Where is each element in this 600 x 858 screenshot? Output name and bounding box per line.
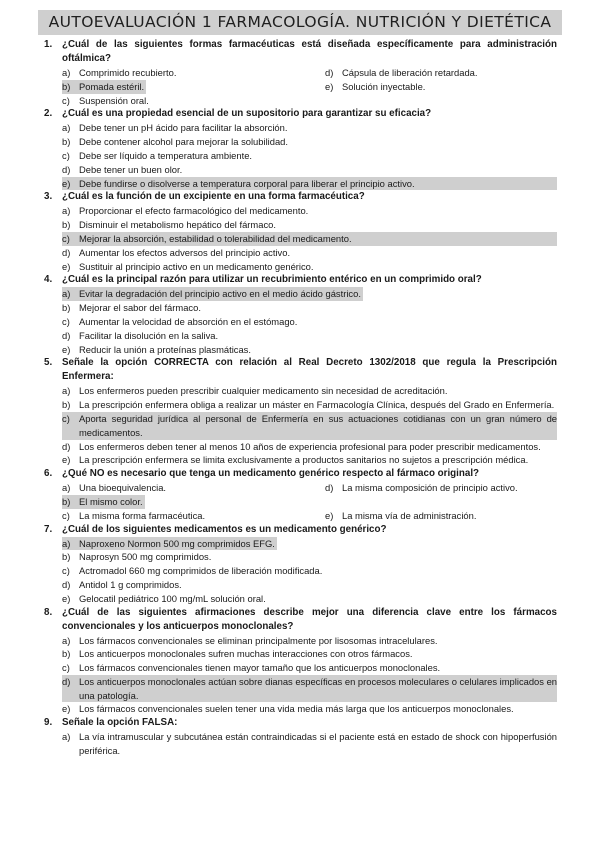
option-letter: d) <box>62 578 71 590</box>
question-number: 1. <box>44 39 53 50</box>
option-text: La prescripción enfermera se limita exclusivamente a productos sanitarios no sujetos a prescripción médica. <box>79 454 529 466</box>
option-text: Aumentar los efectos adversos del principio activo. <box>79 246 291 258</box>
option-letter: a) <box>62 205 71 217</box>
option-text: Los enfermeros pueden prescribir cualquier medicamento sin necesidad de acreditación. <box>79 385 448 397</box>
option-e[interactable] <box>325 80 557 94</box>
option-e[interactable] <box>62 592 557 606</box>
option-d-selected[interactable] <box>62 675 557 703</box>
option-b[interactable] <box>62 398 557 412</box>
option-letter: d) <box>325 482 334 494</box>
option-letter: a) <box>62 634 71 646</box>
option-d[interactable] <box>62 329 557 343</box>
option-text: Debe contener alcohol para mejorar la solubilidad. <box>79 136 288 148</box>
option-text: Debe ser líquido a temperatura ambiente. <box>79 149 253 161</box>
option-e[interactable] <box>325 509 557 523</box>
question-8 <box>44 606 557 717</box>
question-text: ¿Cuál es la principal razón para utilizar un recubrimiento entérico en un comprimido oral? <box>62 274 482 286</box>
option-letter: b) <box>62 80 79 94</box>
option-b[interactable] <box>62 647 557 661</box>
question-1 <box>44 38 557 107</box>
option-letter: b) <box>62 302 71 314</box>
question-text: Señale la opción FALSA: <box>62 717 178 729</box>
option-letter: d) <box>62 246 71 258</box>
option-text: Mejorar la absorción, estabilidad o tolerabilidad del medicamento. <box>79 232 352 244</box>
question-text: ¿Cuál es la función de un excipiente en una forma farmacéutica? <box>62 191 365 203</box>
question-number: 9. <box>44 717 53 729</box>
question-number: 8. <box>44 606 53 618</box>
option-text: Los anticuerpos monoclonales actúan sobre dianas específicas en procesos moleculares o celulares implicados en una patología. <box>79 675 557 701</box>
option-a-selected[interactable] <box>62 537 557 551</box>
question-number: 2. <box>44 108 53 120</box>
option-letter: b) <box>62 495 79 509</box>
question-text: ¿Cuál de los siguientes medicamentos es un medicamento genérico? <box>62 523 387 535</box>
option-text: Suspensión oral. <box>79 94 149 106</box>
option-text: Una bioequivalencia. <box>79 482 167 494</box>
option-text: Mejorar el sabor del fármaco. <box>79 302 201 314</box>
option-a[interactable] <box>62 204 557 218</box>
option-letter: a) <box>62 67 71 78</box>
option-text: Cápsula de liberación retardada. <box>342 67 478 78</box>
option-letter: a) <box>62 482 71 494</box>
option-letter: c) <box>62 315 70 327</box>
question-list <box>44 38 557 758</box>
option-c-selected[interactable] <box>62 232 557 246</box>
question-number: 3. <box>44 191 53 203</box>
question-4 <box>44 273 557 356</box>
question-2 <box>44 107 557 190</box>
option-letter: e) <box>62 260 71 272</box>
question-text: ¿Cuál de las siguientes formas farmacéuticas está diseñada específicamente para administración oftálmica? <box>62 39 557 64</box>
option-text: Comprimido recubierto. <box>79 67 177 78</box>
option-letter: a) <box>62 731 71 743</box>
option-text: Evitar la degradación del principio activo en el medio ácido gástrico. <box>79 288 361 300</box>
option-letter: d) <box>62 675 71 687</box>
option-letter: a) <box>62 287 79 301</box>
option-letter: a) <box>62 122 71 134</box>
option-e[interactable] <box>62 702 557 716</box>
page-title: AUTOEVALUACIÓN 1 FARMACOLOGÍA. NUTRICIÓN Y DIETÉTICA <box>38 10 562 35</box>
question-7 <box>44 523 557 606</box>
option-text: Proporcionar el efecto farmacológico del medicamento. <box>79 205 309 217</box>
option-letter: c) <box>62 662 70 674</box>
option-letter: c) <box>62 232 70 244</box>
option-letter: b) <box>62 648 71 660</box>
option-a[interactable] <box>62 384 557 398</box>
option-a[interactable] <box>62 66 325 80</box>
option-text: Debe tener un buen olor. <box>79 163 183 175</box>
option-text: Los anticuerpos monoclonales sufren muchas interacciones con otros fármacos. <box>79 648 413 660</box>
option-text: La misma composición de principio activo. <box>342 482 518 494</box>
option-letter: b) <box>62 399 71 411</box>
question-5 <box>44 356 557 467</box>
option-e[interactable] <box>62 260 557 274</box>
option-text: Los enfermeros deben tener al menos 10 años de experiencia profesional para poder prescribir medicamentos. <box>79 440 541 452</box>
option-a-selected[interactable] <box>62 287 557 301</box>
option-c[interactable] <box>62 315 557 329</box>
option-c[interactable] <box>62 149 557 163</box>
option-letter: d) <box>62 163 71 175</box>
option-a[interactable] <box>62 481 325 495</box>
option-letter: e) <box>325 80 334 92</box>
option-text: Debe fundirse o disolverse a temperatura corporal para liberar el principio activo. <box>79 177 415 189</box>
option-d[interactable] <box>325 481 557 509</box>
question-text: ¿Qué NO es necesario que tenga un medicamento genérico respecto al fármaco original? <box>62 468 480 480</box>
option-letter: e) <box>62 177 71 189</box>
option-letter: e) <box>62 454 71 466</box>
option-a[interactable] <box>62 634 557 648</box>
option-text: Actromadol 660 mg comprimidos de liberación modificada. <box>79 565 323 577</box>
option-d[interactable] <box>62 440 557 454</box>
option-c[interactable] <box>62 509 325 523</box>
question-text: ¿Cuál de las siguientes afirmaciones describe mejor una diferencia clave entre los fármacos convencionales y los anticuerpos monoclonales? <box>62 606 557 632</box>
option-text: Sustituir al principio activo en un medicamento genérico. <box>79 260 314 272</box>
question-number: 5. <box>44 357 53 369</box>
option-text: El mismo color. <box>79 495 143 507</box>
question-text: Señale la opción CORRECTA con relación al Real Decreto 1302/2018 que regula la Prescripción Enfermera: <box>62 357 557 383</box>
option-text: Naproxeno Normon 500 mg comprimidos EFG. <box>79 537 275 549</box>
option-letter: e) <box>325 509 334 521</box>
option-d[interactable] <box>62 163 557 177</box>
question-3 <box>44 190 557 273</box>
question-number: 6. <box>44 468 53 480</box>
option-letter: b) <box>62 551 71 563</box>
option-letter: d) <box>62 329 71 341</box>
option-b[interactable] <box>62 550 557 564</box>
option-text: Solución inyectable. <box>342 80 426 92</box>
option-text: Naprosyn 500 mg comprimidos. <box>79 551 212 563</box>
option-b[interactable] <box>62 218 557 232</box>
option-b-selected[interactable] <box>62 80 325 94</box>
option-d[interactable] <box>325 66 557 80</box>
option-letter: b) <box>62 136 71 148</box>
option-letter: e) <box>62 592 71 604</box>
option-d[interactable] <box>62 246 557 260</box>
option-text: Gelocatil pediátrico 100 mg/mL solución oral. <box>79 592 266 604</box>
option-text: Debe tener un pH ácido para facilitar la absorción. <box>79 122 288 134</box>
option-letter: d) <box>62 440 71 452</box>
question-9 <box>44 716 557 758</box>
option-letter: e) <box>62 343 71 355</box>
option-e[interactable] <box>62 343 557 357</box>
exam-page <box>0 10 600 858</box>
option-letter: c) <box>62 509 70 521</box>
option-a[interactable] <box>62 730 557 758</box>
option-text: La misma vía de administración. <box>342 509 477 521</box>
option-c[interactable] <box>62 94 325 108</box>
option-letter: c) <box>62 565 70 577</box>
option-text: Aumentar la velocidad de absorción en el estómago. <box>79 315 298 327</box>
option-e[interactable] <box>62 453 557 467</box>
option-letter: b) <box>62 219 71 231</box>
option-b[interactable] <box>62 135 557 149</box>
option-letter: a) <box>62 385 71 397</box>
option-a[interactable] <box>62 121 557 135</box>
option-text: La misma forma farmacéutica. <box>79 509 206 521</box>
option-text: La prescripción enfermera obliga a realizar un máster en Farmacología Clínica, después del Grado en Enfermería. <box>79 399 555 411</box>
option-e-selected[interactable] <box>62 177 557 191</box>
question-number: 7. <box>44 523 53 535</box>
option-text: Los fármacos convencionales suelen tener una vida media más larga que los anticuerpos monoclonales. <box>79 703 514 715</box>
option-text: Disminuir el metabolismo hepático del fármaco. <box>79 219 276 231</box>
option-b[interactable] <box>62 301 557 315</box>
option-text: Los fármacos convencionales se eliminan principalmente por lisosomas intracelulares. <box>79 634 438 646</box>
option-letter: e) <box>62 703 71 715</box>
option-d[interactable] <box>62 578 557 592</box>
option-text: Pomada estéril. <box>79 80 145 92</box>
option-letter: c) <box>62 94 70 106</box>
option-text: Antidol 1 g comprimidos. <box>79 578 182 590</box>
option-c[interactable] <box>62 564 557 578</box>
option-text: Los fármacos convencionales tienen mayor tamaño que los anticuerpos monoclonales. <box>79 662 441 674</box>
option-c-selected[interactable] <box>62 412 557 440</box>
option-c[interactable] <box>62 661 557 675</box>
option-letter: d) <box>325 67 334 78</box>
option-b-selected[interactable] <box>62 495 325 509</box>
option-text: La vía intramuscular y subcutánea están contraindicadas si el paciente está en estado de shock con hipoperfusión periférica. <box>79 731 557 757</box>
option-letter: c) <box>62 412 70 424</box>
option-text: Facilitar la disolución en la saliva. <box>79 329 219 341</box>
option-text: Reducir la unión a proteínas plasmáticas. <box>79 343 251 355</box>
question-number: 4. <box>44 274 53 286</box>
question-text: ¿Cuál es una propiedad esencial de un supositorio para garantizar su eficacia? <box>62 108 432 120</box>
option-text: Aporta seguridad jurídica al personal de Enfermería en sus actuaciones cotidianas con un gran número de medicamentos. <box>79 412 557 438</box>
question-6 <box>44 467 557 522</box>
option-letter: a) <box>62 537 79 551</box>
option-letter: c) <box>62 149 70 161</box>
